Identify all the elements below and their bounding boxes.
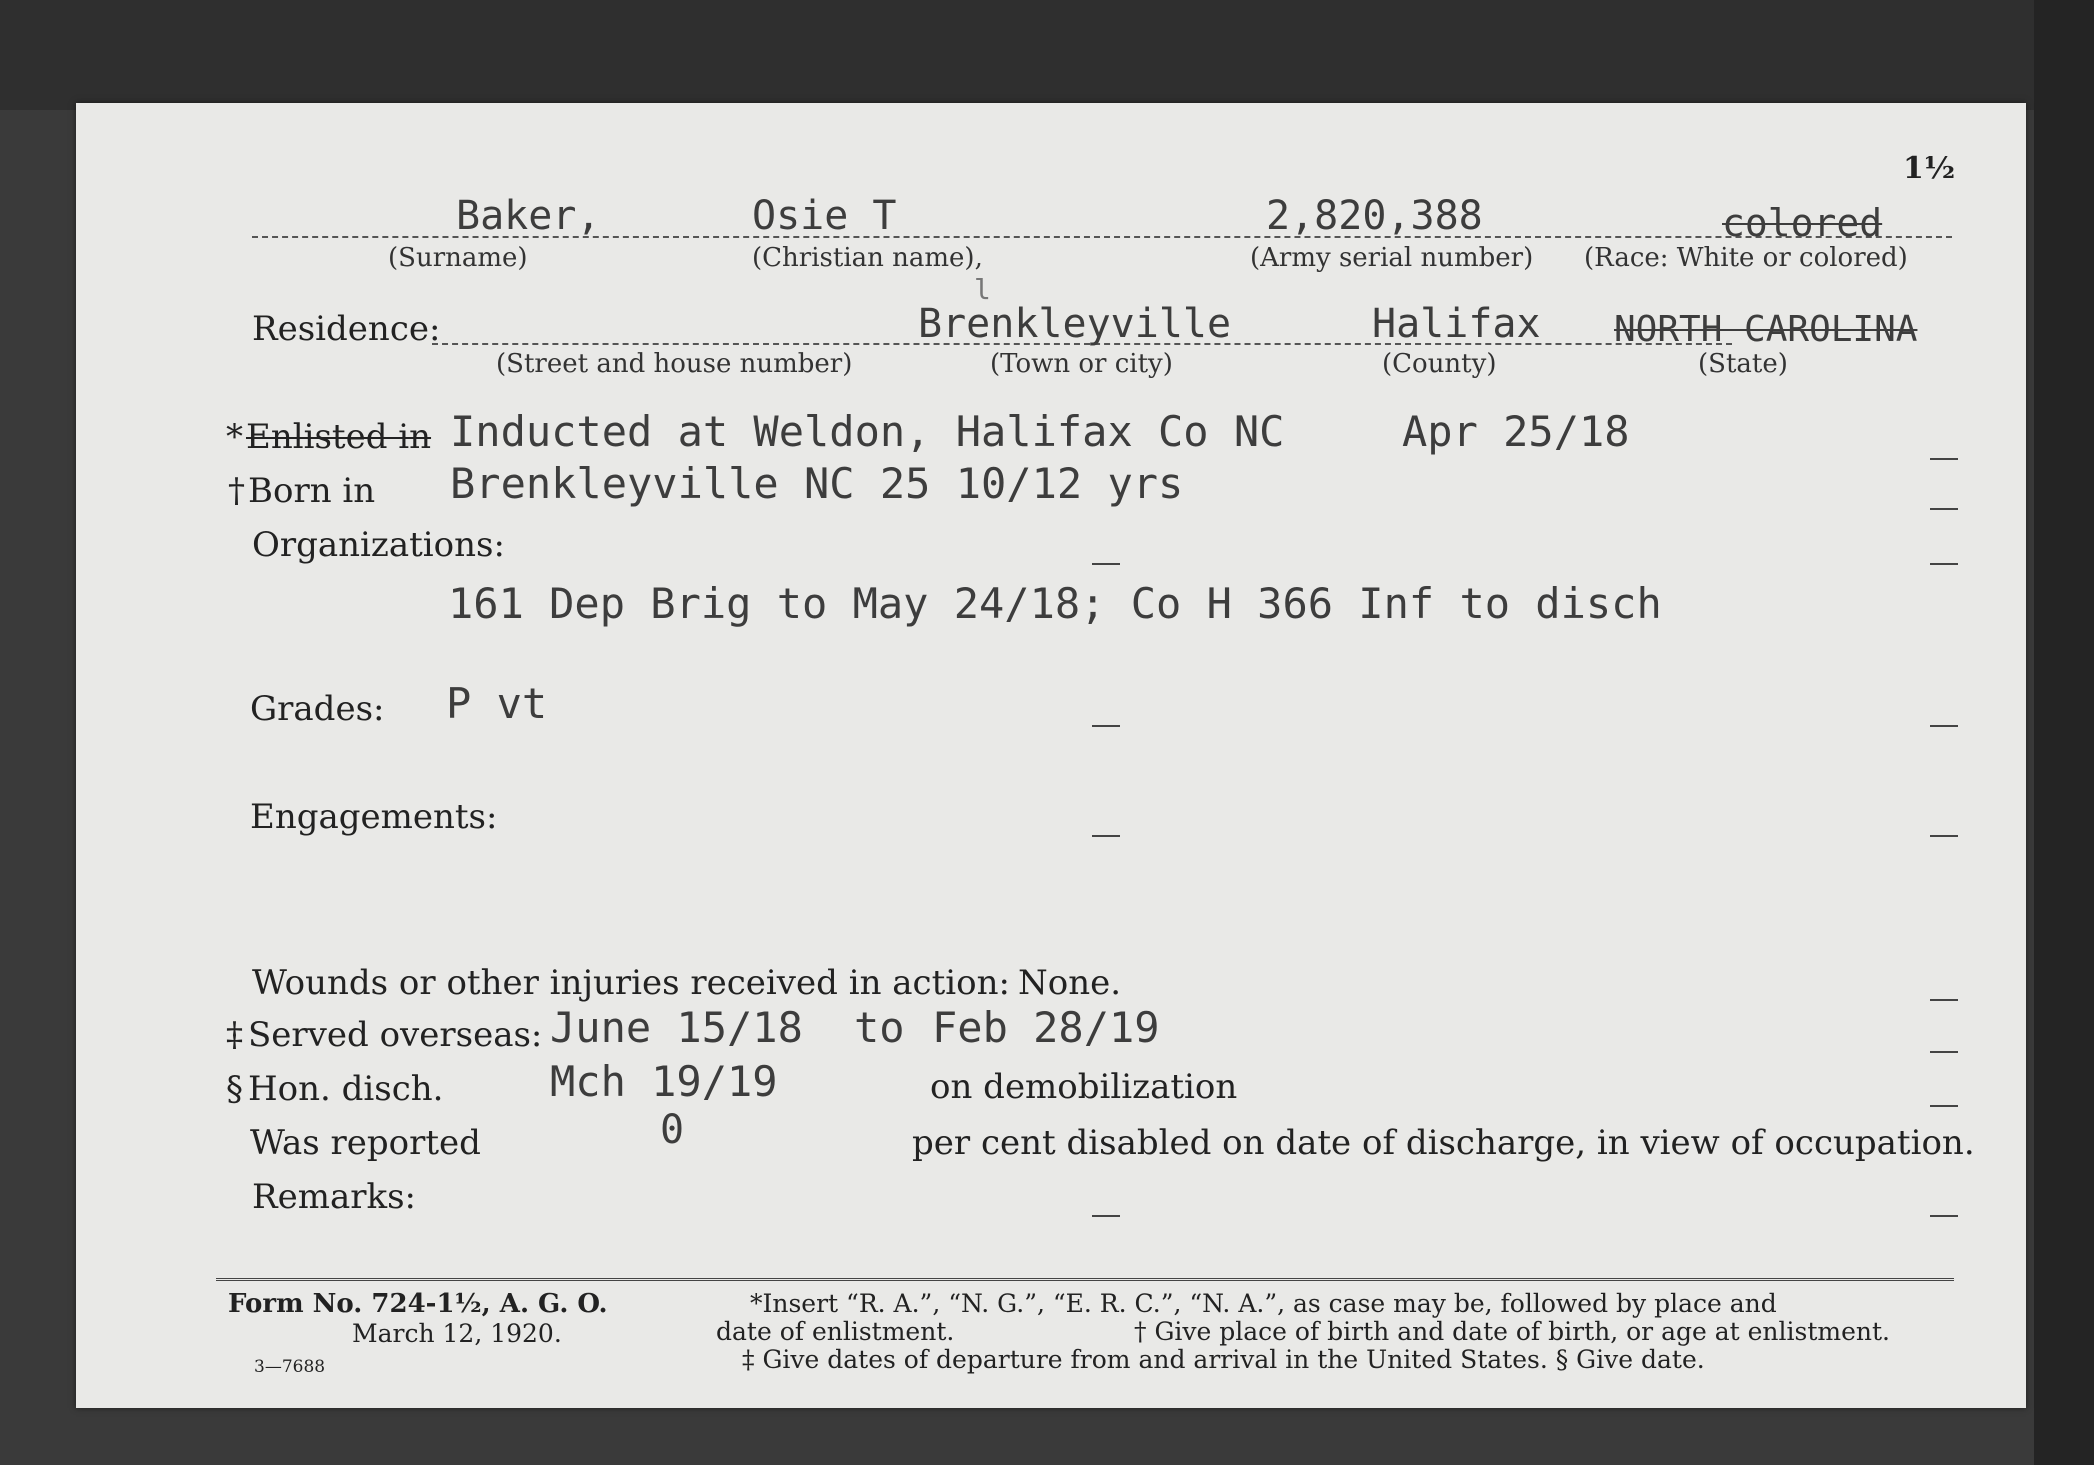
grades-dash-mid: [1092, 725, 1120, 727]
street-caption: (Street and house number): [496, 349, 853, 379]
grades-label: Grades:: [250, 689, 385, 729]
footer-rule: [216, 1278, 1954, 1281]
remarks-label: Remarks:: [252, 1177, 416, 1217]
card-number: 1½: [1903, 151, 1956, 186]
state-caption: (State): [1698, 349, 1788, 379]
engagements-label: Engagements:: [250, 797, 498, 837]
born-value: Brenkleyville NC 25 10/12 yrs: [450, 459, 1184, 508]
enlisted-label: Enlisted in: [246, 417, 432, 457]
christian-name-value: Osie T: [752, 193, 897, 239]
enlisted-date-value: Apr 25/18: [1402, 407, 1630, 456]
christian-name-caption: (Christian name),: [752, 243, 983, 273]
footnote-birth: † Give place of birth and date of birth, or age at enlistment.: [1134, 1317, 1890, 1346]
organizations-value: 161 Dep Brig to May 24/18; Co H 366 Inf to disch: [448, 579, 1662, 628]
county-caption: (County): [1382, 349, 1497, 379]
form-number: Form No. 724-1½, A. G. O.: [228, 1289, 608, 1319]
surname-caption: (Surname): [388, 243, 528, 273]
enlisted-place-value: Inducted at Weldon, Halifax Co NC: [450, 407, 1285, 456]
wounds-dash: [1930, 999, 1958, 1001]
town-mark: l: [974, 273, 991, 306]
surname-value: Baker,: [456, 193, 601, 239]
grades-dash-right: [1930, 725, 1958, 727]
disch-dash: [1930, 1105, 1958, 1107]
grades-value: P vt: [446, 679, 548, 728]
race-caption: (Race: White or colored): [1584, 243, 1908, 273]
enlisted-dash: [1930, 458, 1958, 460]
organizations-dash-right: [1930, 563, 1958, 565]
footnote-enlistment: *Insert “R. A.”, “N. G.”, “E. R. C.”, “N. A.”, as case may be, followed by place and: [750, 1289, 1777, 1318]
disch-date-value: Mch 19/19: [550, 1057, 778, 1106]
town-value: Brenkleyville: [918, 301, 1232, 347]
wounds-label: Wounds or other injuries received in action:: [252, 963, 1010, 1003]
served-mark: ‡: [226, 1015, 243, 1055]
remarks-dash-mid: [1092, 1215, 1120, 1217]
state-value: NORTH CAROLINA: [1614, 309, 1918, 350]
disch-label: Hon. disch.: [248, 1069, 444, 1109]
town-caption: (Town or city): [990, 349, 1173, 379]
serial-number-value: 2,820,388: [1266, 193, 1483, 239]
percent-label: per cent disabled on date of discharge, in view of occupation.: [912, 1123, 1975, 1163]
disch-reason-value: on demobilization: [930, 1067, 1238, 1107]
enlisted-star: *: [226, 417, 243, 457]
footnote-overseas: ‡ Give dates of departure from and arrival in the United States. § Give date.: [742, 1345, 1705, 1374]
service-record-card: [76, 103, 2026, 1408]
served-from-value: June 15/18: [550, 1003, 803, 1052]
footnote-enlistment-cont: date of enlistment.: [716, 1317, 955, 1346]
organizations-dash-mid: [1092, 563, 1120, 565]
race-value: colored: [1722, 201, 1883, 245]
background-right: [2034, 0, 2094, 1465]
organizations-label: Organizations:: [252, 525, 505, 565]
county-value: Halifax: [1372, 301, 1541, 347]
engagements-dash-mid: [1092, 835, 1120, 837]
serial-caption: (Army serial number): [1250, 243, 1534, 273]
born-label: Born in: [248, 471, 376, 511]
disch-mark: §: [226, 1069, 243, 1109]
born-dash: [1930, 508, 1958, 510]
percent-disabled-value: 0: [660, 1107, 685, 1153]
served-to-word: to: [854, 1003, 905, 1052]
served-to-value: Feb 28/19: [932, 1003, 1160, 1052]
print-code: 3—7688: [254, 1357, 326, 1377]
born-mark: †: [228, 471, 245, 511]
residence-label: Residence:: [252, 309, 441, 349]
served-dash: [1930, 1051, 1958, 1053]
form-date: March 12, 1920.: [352, 1319, 562, 1348]
background-top: [0, 0, 2094, 110]
wounds-value: None.: [1018, 963, 1122, 1003]
engagements-dash-right: [1930, 835, 1958, 837]
reported-label: Was reported: [250, 1123, 481, 1163]
remarks-dash-right: [1930, 1215, 1958, 1217]
served-label: Served overseas:: [248, 1015, 543, 1055]
